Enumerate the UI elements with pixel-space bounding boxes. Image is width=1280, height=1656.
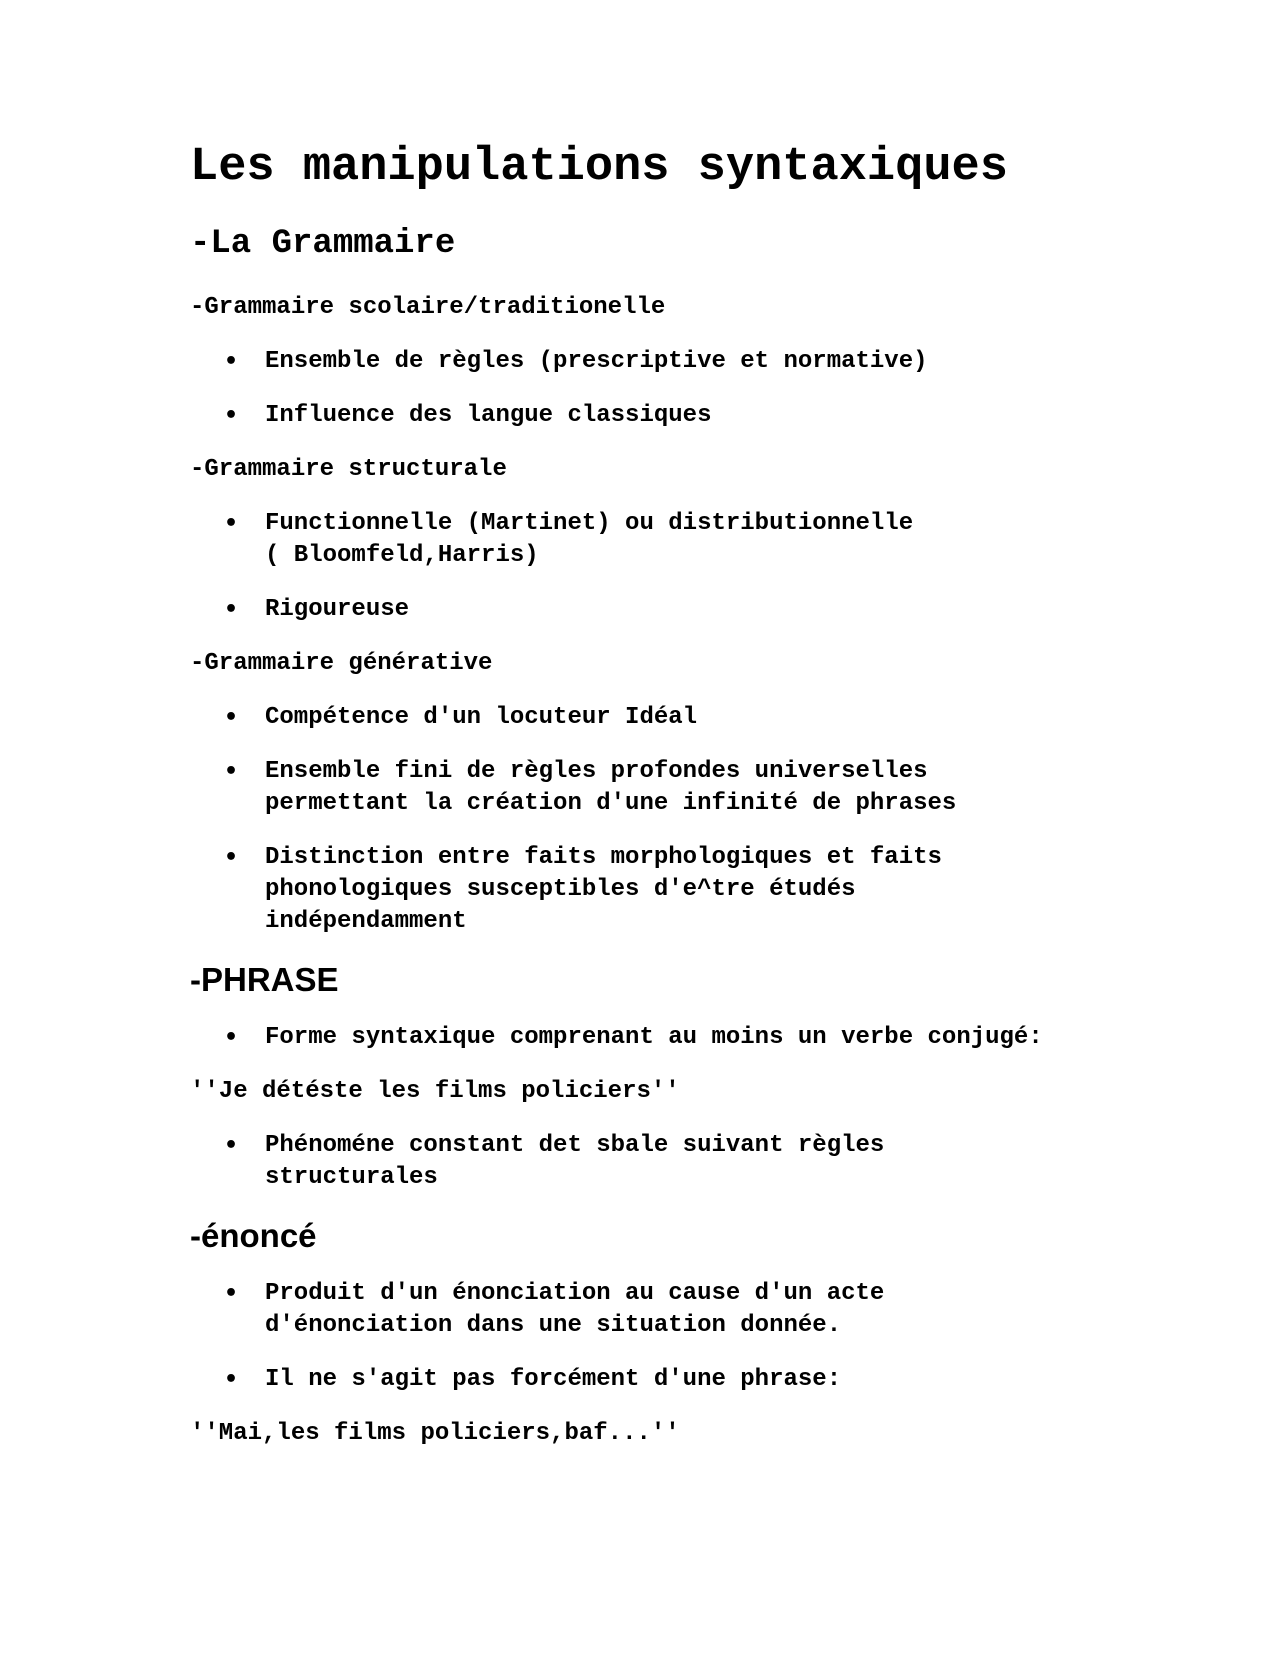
subsection-label-structurale: -Grammaire structurale bbox=[190, 456, 507, 483]
bullet-list-generative bbox=[190, 702, 1090, 938]
list-item: • Il ne s'agit pas forcément d'une phrase: bbox=[190, 1364, 1090, 1396]
document-title: Les manipulations syntaxiques bbox=[190, 141, 1008, 194]
subsection-label-scolaire: -Grammaire scolaire/traditionelle bbox=[190, 294, 666, 321]
bullet-list-phrase-2 bbox=[190, 1130, 1090, 1194]
document-page bbox=[190, 140, 1090, 1472]
list-item: • Forme syntaxique comprenant au moins un verbe conjugé: bbox=[190, 1022, 1090, 1054]
bullet-icon: • bbox=[224, 1133, 239, 1158]
example-enonce: ''Mai,les films policiers,baf...'' bbox=[190, 1420, 680, 1447]
subsection-label-generative: -Grammaire générative bbox=[190, 650, 493, 677]
list-item: • Functionnelle (Martinet) ou distributionnelle ( Bloomfeld,Harris) bbox=[224, 510, 914, 569]
list-item: • Phénoméne constant det sbale suivant règles structurales bbox=[224, 1132, 885, 1191]
bullet-list-enonce bbox=[190, 1278, 1090, 1396]
bullet-icon: • bbox=[224, 349, 239, 374]
bullet-icon: • bbox=[224, 511, 239, 536]
bullet-icon: • bbox=[224, 597, 239, 622]
list-item: • Produit d'un énonciation au cause d'un acte d'énonciation dans une situation donnée. bbox=[224, 1280, 885, 1339]
bullet-icon: • bbox=[224, 705, 239, 730]
bullet-icon: • bbox=[224, 1025, 239, 1050]
bullet-icon: • bbox=[224, 1281, 239, 1306]
list-item: • Rigoureuse bbox=[190, 594, 1090, 626]
section-heading-grammaire: -La Grammaire bbox=[190, 225, 456, 263]
list-item: • Distinction entre faits morphologiques et faits phonologiques susceptibles d'e^tre étudés indépendamment bbox=[224, 844, 942, 935]
list-item: • Ensemble de règles (prescriptive et normative) bbox=[190, 346, 1090, 378]
bullet-list-phrase-1 bbox=[190, 1022, 1090, 1054]
bullet-list-structurale bbox=[190, 508, 1090, 626]
bullet-icon: • bbox=[224, 759, 239, 784]
bullet-list-scolaire bbox=[190, 346, 1090, 432]
list-item: • Influence des langue classiques bbox=[190, 400, 1090, 432]
bullet-icon: • bbox=[224, 1367, 239, 1392]
bullet-icon: • bbox=[224, 403, 239, 428]
list-item: • Ensemble fini de règles profondes universelles permettant la création d'une infinité de phrases bbox=[224, 758, 957, 817]
section-heading-enonce: -énoncé bbox=[190, 1217, 317, 1254]
section-heading-phrase: -PHRASE bbox=[190, 961, 339, 998]
example-phrase: ''Je détéste les films policiers'' bbox=[190, 1078, 680, 1105]
list-item: • Compétence d'un locuteur Idéal bbox=[190, 702, 1090, 734]
bullet-icon: • bbox=[224, 845, 239, 870]
